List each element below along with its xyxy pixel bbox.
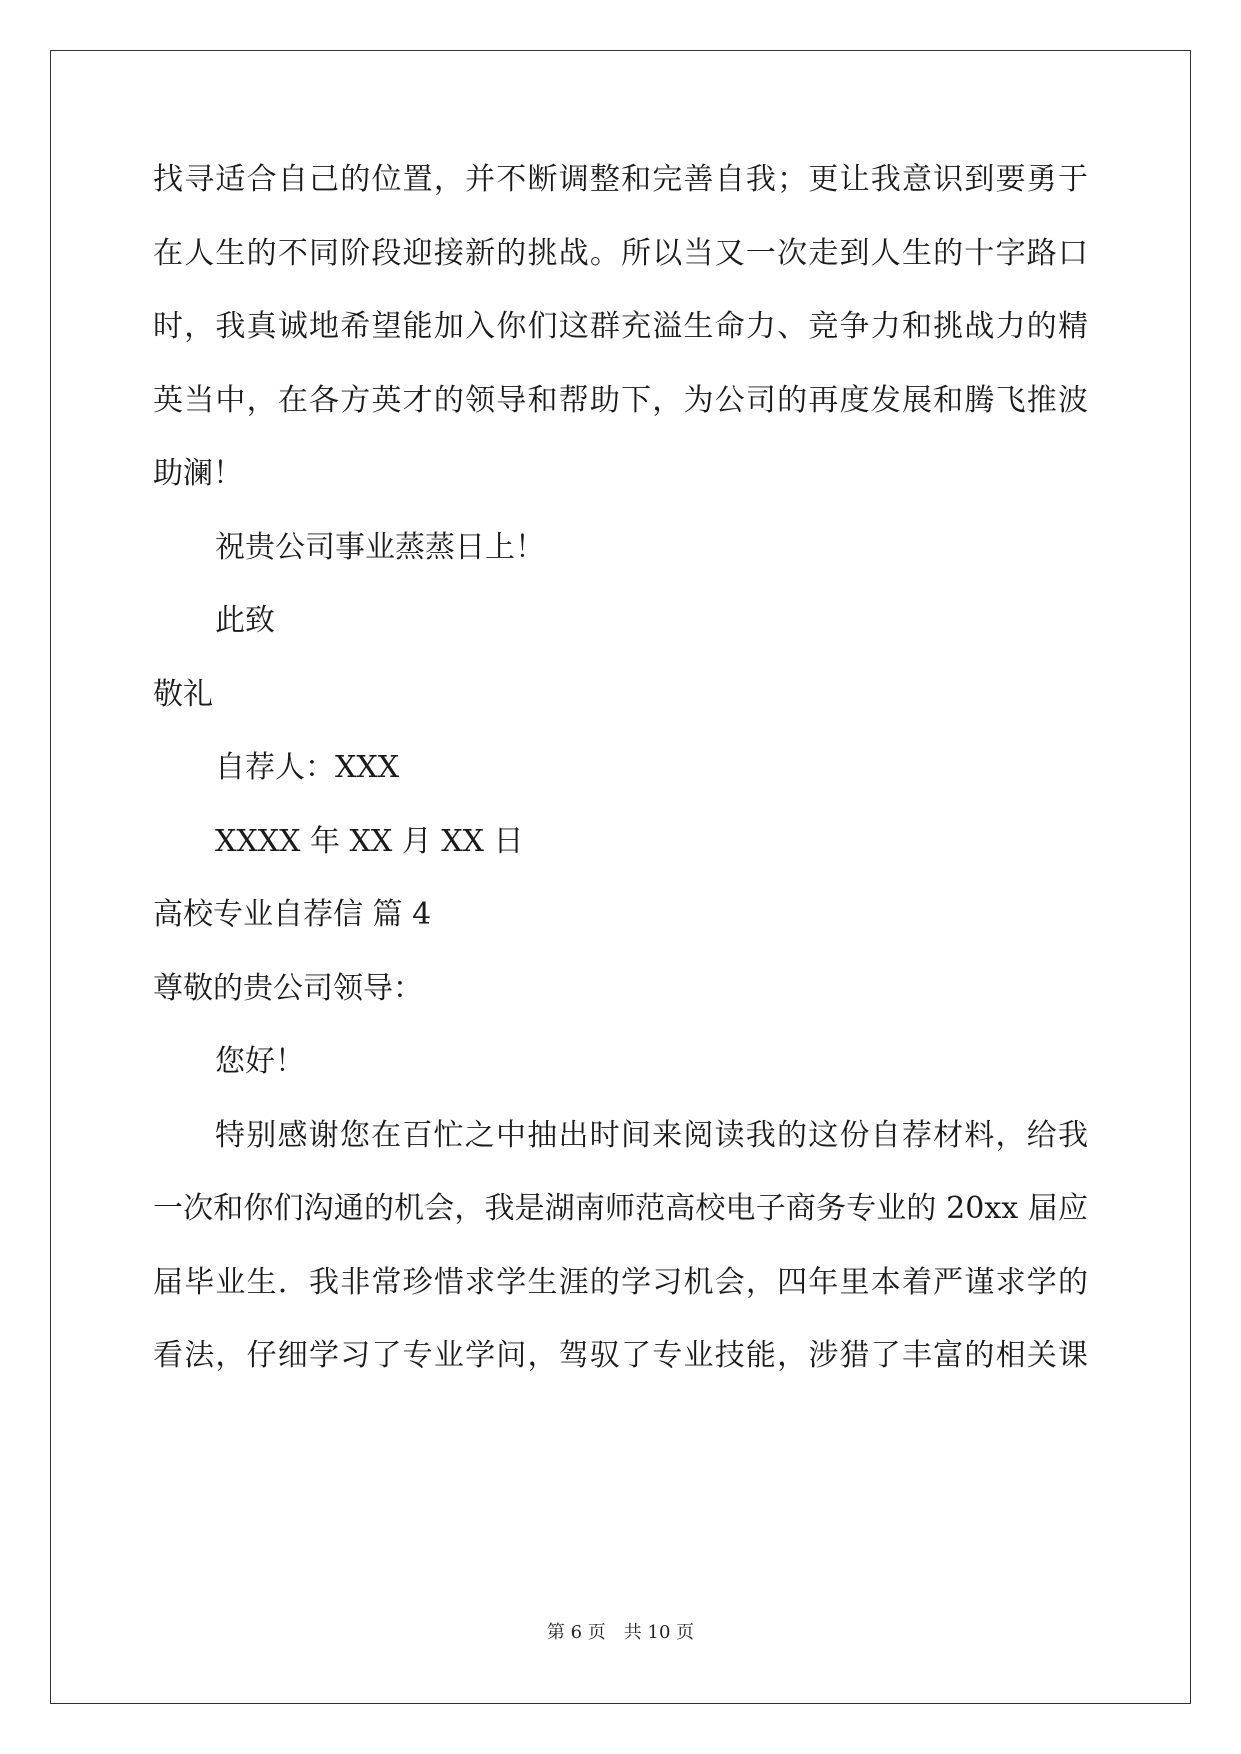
document-body: [153, 160, 1088, 1410]
section-title: 高校专业自荐信 篇 4: [153, 897, 432, 932]
page-number: 第 6 页 共 10 页: [546, 1622, 695, 1643]
paragraph-line: 时，我真诚地希望能加入你们这群充溢生命力、竞争力和挑战力的精: [153, 309, 1088, 344]
paragraph-line: 在人生的不同阶段迎接新的挑战。所以当又一次走到人生的十字路口: [153, 235, 1088, 271]
signature-date: XXXX 年 XX 月 XX 日: [215, 823, 524, 859]
closing-salutation: 此致: [215, 603, 275, 638]
closing-wish: 祝贵公司事业蒸蒸日上！: [215, 529, 545, 565]
paragraph-line: 英当中，在各方英才的领导和帮助下，为公司的再度发展和腾飞推波: [153, 382, 1088, 418]
paragraph-line: 特别感谢您在百忙之中抽出时间来阅读我的这份自荐材料，给我: [215, 1117, 1088, 1153]
letter-greeting: 您好！: [215, 1044, 305, 1079]
paragraph-line: 看法，仔细学习了专业学问，驾驭了专业技能，涉猎了丰富的相关课: [153, 1338, 1088, 1373]
signature-name: 自荐人：XXX: [215, 750, 400, 785]
letter-salutation: 尊敬的贵公司领导：: [153, 970, 423, 1006]
paragraph-line: 一次和你们沟通的机会，我是湖南师范高校电子商务专业的 20xx 届应: [153, 1191, 1088, 1226]
paragraph-line: 届毕业生．我非常珍惜求学生涯的学习机会，四年里本着严谨求学的: [153, 1264, 1088, 1300]
closing-respect: 敬礼: [153, 676, 213, 712]
paragraph-line: 助澜！: [153, 456, 243, 491]
paragraph-line: 找寻适合自己的位置，并不断调整和完善自我；更让我意识到要勇于: [153, 162, 1088, 197]
